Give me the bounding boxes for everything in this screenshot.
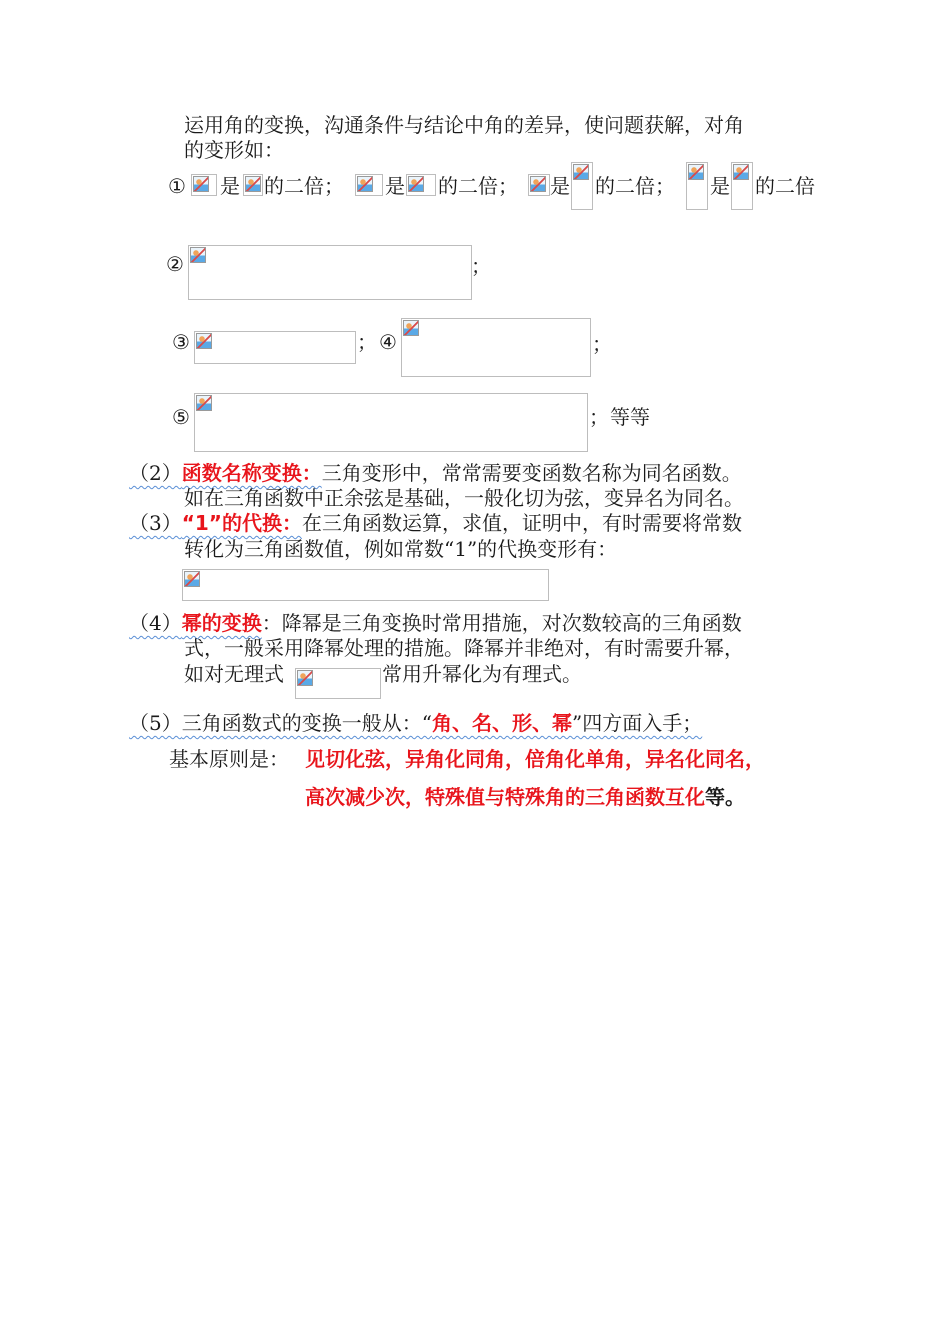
section2-number: （2） xyxy=(129,461,182,485)
intro-line-2: 的变形如： xyxy=(184,138,284,162)
principles-label: 基本原则是： xyxy=(169,747,289,771)
item2-separator: ； xyxy=(471,254,491,278)
formula-image xyxy=(194,393,588,452)
section5-number: （5） xyxy=(129,711,182,735)
item1-double-text: 的二倍； xyxy=(595,174,675,198)
formula-image xyxy=(182,569,549,601)
formula-image xyxy=(571,162,593,210)
section2-line-1 xyxy=(129,461,742,485)
item1-double-text: 的二倍 xyxy=(755,174,815,198)
formula-image xyxy=(406,174,436,196)
formula-image xyxy=(188,245,472,300)
item1-is-text: 是 xyxy=(220,174,240,198)
section4-text-3a: 如对无理式 xyxy=(184,662,284,686)
section3-number: （3） xyxy=(129,511,182,535)
item1-double-text: 的二倍； xyxy=(264,174,344,198)
item1-double-text: 的二倍； xyxy=(438,174,518,198)
principles-end: 等。 xyxy=(705,785,745,809)
item5-separator: ； xyxy=(589,405,609,429)
section2-title: 函数名称变换： xyxy=(181,461,322,485)
section4-title: 幂的变换 xyxy=(181,611,262,635)
formula-image xyxy=(355,174,383,196)
section4-colon: ： xyxy=(261,611,282,635)
item3-marker: ③ xyxy=(172,330,190,354)
item2-marker: ② xyxy=(166,252,184,276)
section4-text-1: 降幂是三角变换时常用措施，对次数较高的三角函数 xyxy=(281,611,742,635)
formula-image xyxy=(528,174,550,196)
section3-line-1 xyxy=(129,511,742,535)
section4-number: （4） xyxy=(129,611,182,635)
item1-is-text: 是 xyxy=(550,174,570,198)
section3-text-1: 在三角函数运算，求值，证明中，有时需要将常数 xyxy=(301,511,742,535)
intro-line-1: 运用角的变换，沟通条件与结论中角的差异，使问题获解，对角 xyxy=(184,113,744,137)
formula-image xyxy=(686,162,708,210)
section2-text-1: 三角变形中，常常需要变函数名称为同名函数。 xyxy=(321,461,742,485)
section2-text-2: 如在三角函数中正余弦是基础，一般化切为弦，变异名为同名。 xyxy=(184,486,744,510)
section5-text-a: 三角函数式的变换一般从：“ xyxy=(181,711,432,735)
section5-line xyxy=(129,711,702,735)
item5-marker: ⑤ xyxy=(172,405,190,429)
item1-is-text: 是 xyxy=(710,174,730,198)
formula-image xyxy=(295,668,381,699)
section3-title: “1”的代换： xyxy=(181,511,302,535)
section4-text-2: 式，一般采用降幂处理的措施。降幂并非绝对，有时需要升幂， xyxy=(184,636,744,660)
principles-line-2: 高次减少次，特殊值与特殊角的三角函数互化 xyxy=(305,785,705,809)
section3-text-2: 转化为三角函数值，例如常数“1”的代换变形有： xyxy=(184,537,618,561)
principles-line-2-wrapper xyxy=(305,785,745,809)
section4-text-3b: 常用升幂化为有理式。 xyxy=(382,662,582,686)
formula-image xyxy=(243,174,263,196)
item3-separator: ； xyxy=(357,330,377,354)
formula-image xyxy=(194,331,356,364)
section4-line-1 xyxy=(129,611,742,635)
principles-line-1: 见切化弦，异角化同角，倍角化单角，异名化同名， xyxy=(305,747,765,771)
section5-text-b: ”四方面入手； xyxy=(571,711,703,735)
section5-highlight: 角、名、形、幂 xyxy=(431,711,572,735)
item5-etc: 等等 xyxy=(610,405,650,429)
item4-marker: ④ xyxy=(379,330,397,354)
formula-image xyxy=(401,318,591,377)
formula-image xyxy=(731,162,753,210)
item4-separator: ； xyxy=(592,332,612,356)
item1-marker: ① xyxy=(168,174,186,198)
item1-is-text: 是 xyxy=(385,174,405,198)
formula-image xyxy=(191,174,217,196)
